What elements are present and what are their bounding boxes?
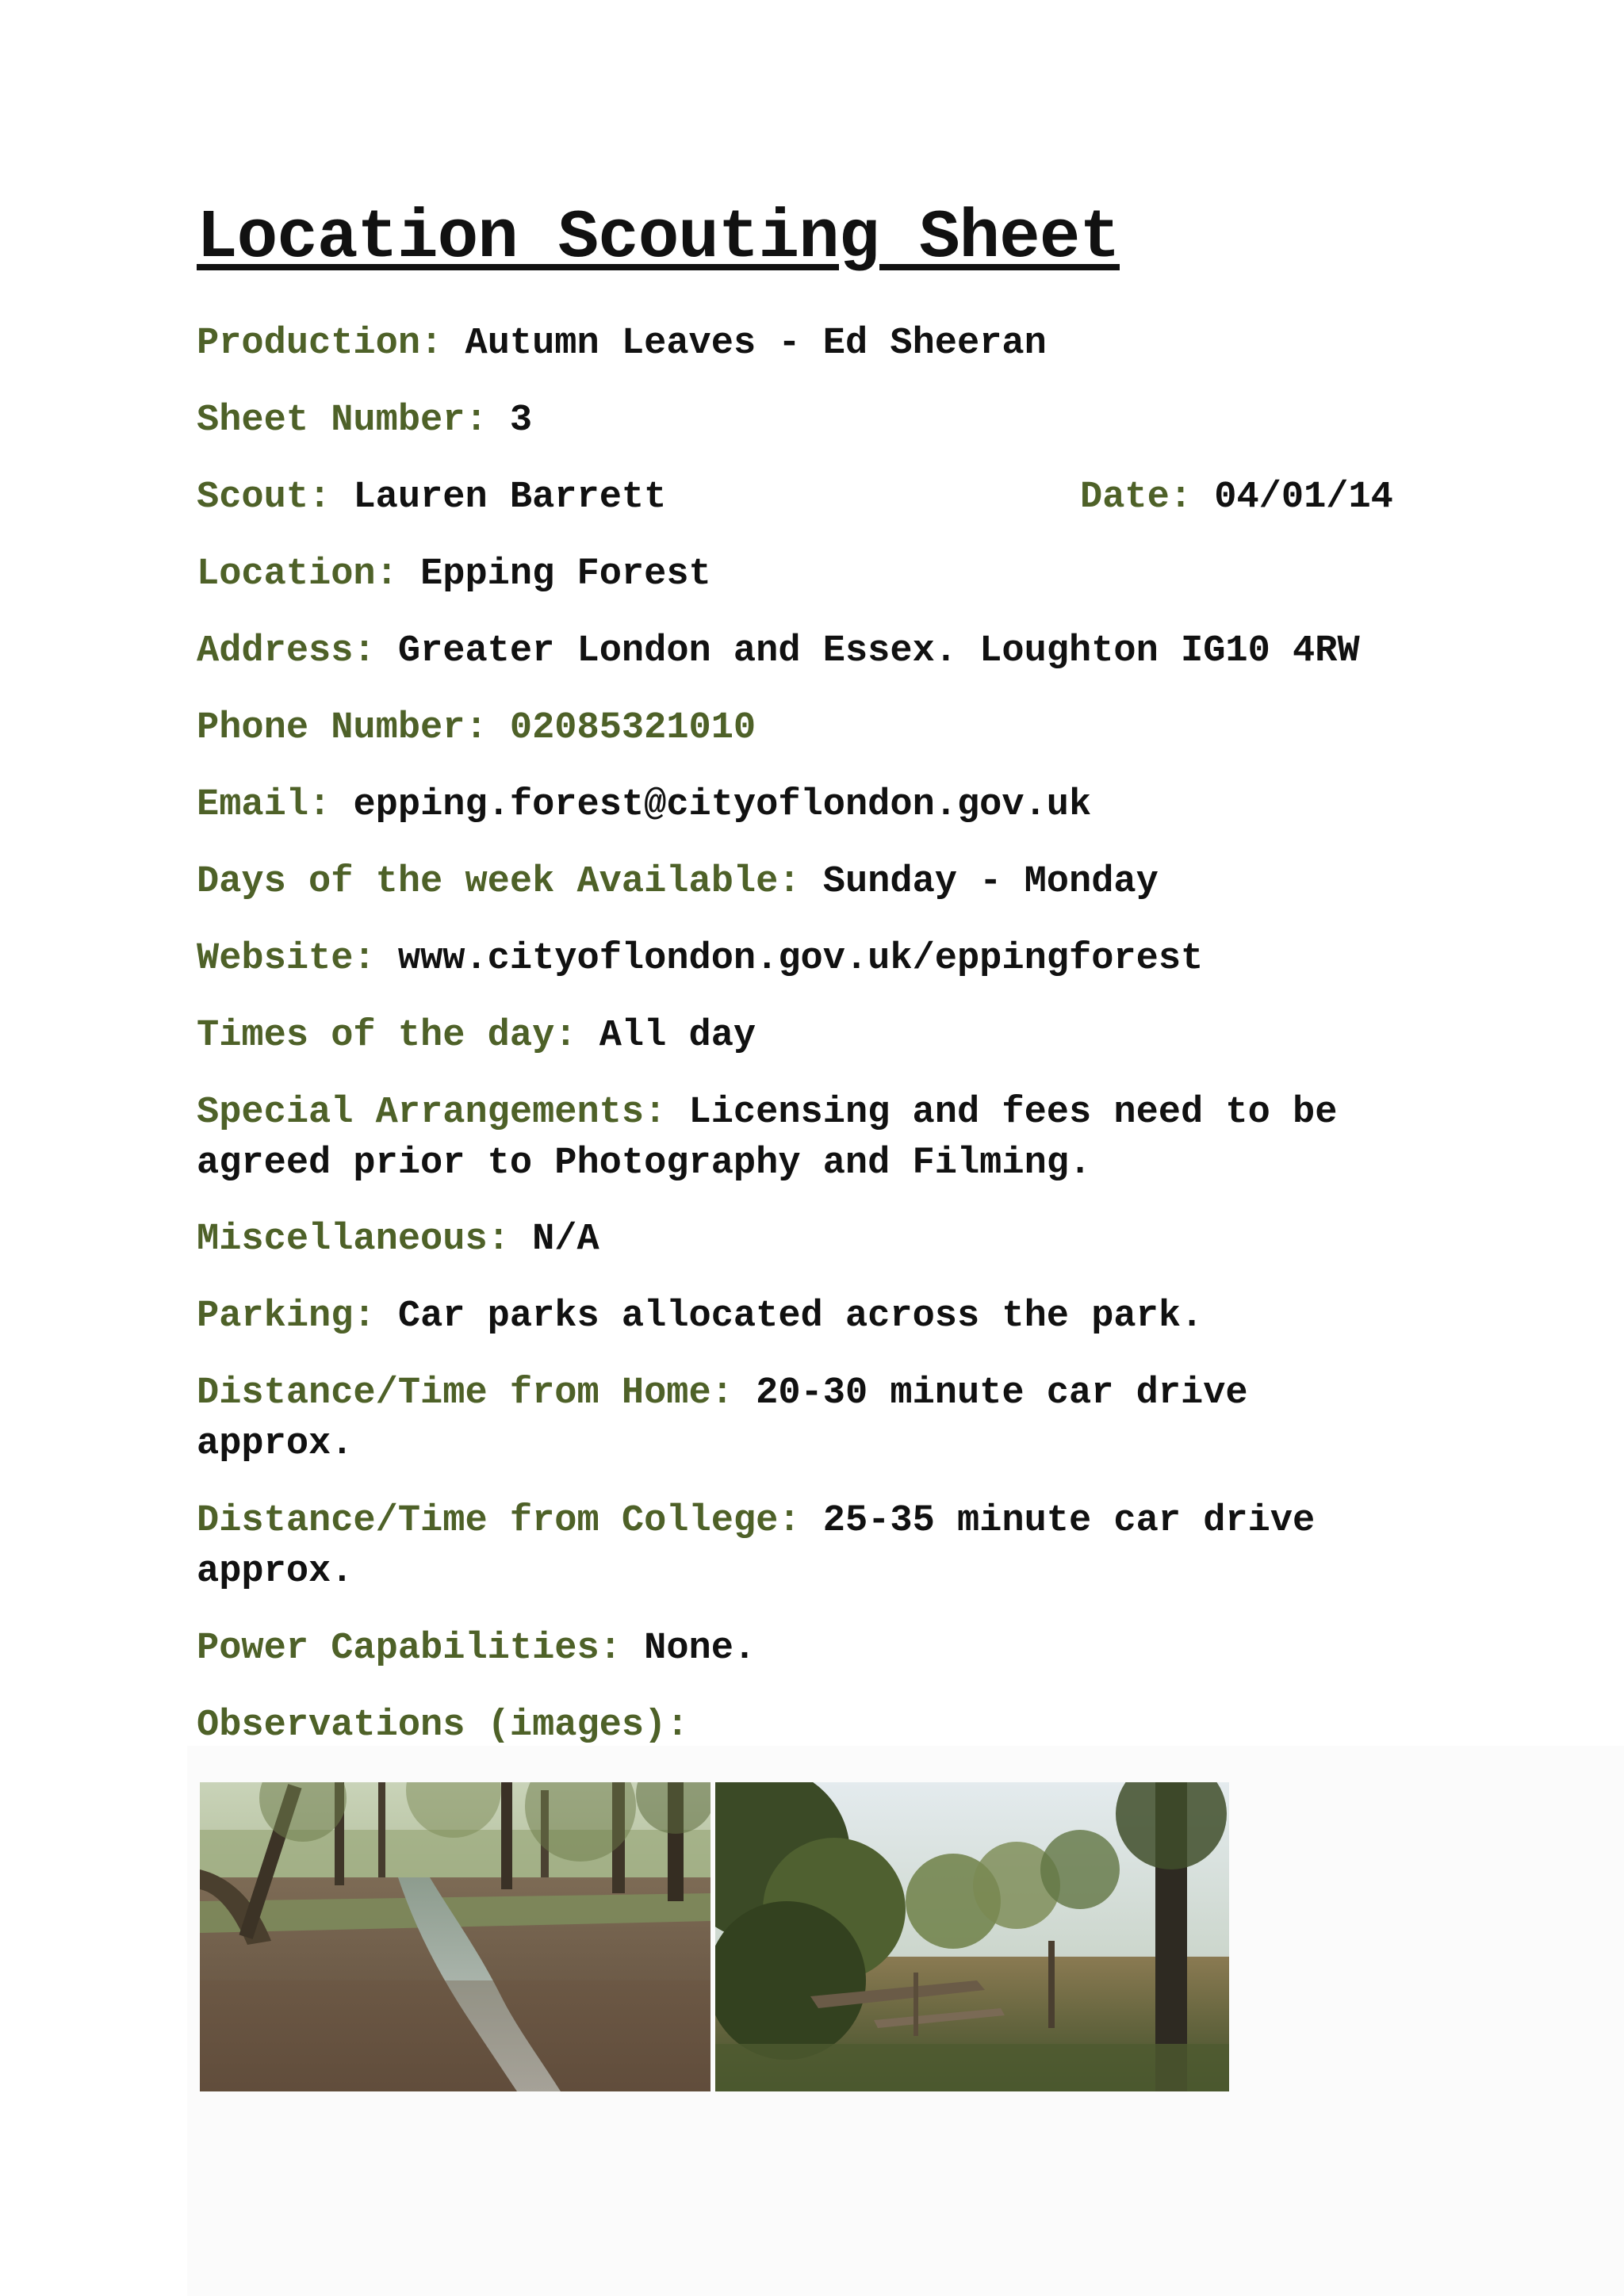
power-field: [197, 1624, 1434, 1674]
sheet-number-label: Sheet Number:: [197, 400, 488, 442]
times-value: All day: [599, 1015, 756, 1057]
scout-field: [197, 473, 990, 523]
power-value: None.: [644, 1628, 756, 1670]
phone-label: Phone Number:: [197, 707, 488, 749]
address-value: Greater London and Essex. Loughton IG10 4RW: [397, 630, 1360, 672]
times-field: [197, 1011, 1434, 1062]
power-label: Power Capabilities:: [197, 1628, 622, 1670]
location-label: Location:: [197, 553, 398, 595]
observations-label: Observations (images):: [197, 1705, 689, 1747]
email-field: [197, 780, 1434, 831]
date-field: [1080, 473, 1393, 523]
production-value: Autumn Leaves - Ed Sheeran: [465, 323, 1047, 365]
distance-college-label: Distance/Time from College:: [197, 1500, 801, 1542]
forest-clearing-photo: [715, 1782, 1229, 2091]
address-label: Address:: [197, 630, 376, 672]
distance-home-field: [197, 1368, 1354, 1470]
observations-field: [197, 1701, 1434, 1751]
miscellaneous-label: Miscellaneous:: [197, 1219, 510, 1261]
miscellaneous-value: N/A: [532, 1219, 599, 1261]
days-available-field: [197, 857, 1434, 908]
days-available-label: Days of the week Available:: [197, 861, 801, 903]
date-label: Date:: [1080, 476, 1193, 519]
production-field: [197, 319, 1434, 369]
page-title: Location Scouting Sheet: [197, 199, 1120, 277]
scout-label: Scout:: [197, 476, 331, 519]
times-label: Times of the day:: [197, 1015, 577, 1057]
email-value: epping.forest@cityoflondon.gov.uk: [353, 784, 1092, 826]
phone-value: 02085321010: [509, 707, 756, 749]
special-arrangements-field: [197, 1088, 1410, 1189]
parking-value: Car parks allocated across the park.: [397, 1295, 1204, 1337]
location-field: [197, 549, 1434, 600]
website-label: Website:: [197, 938, 376, 980]
parking-label: Parking:: [197, 1295, 376, 1337]
miscellaneous-field: [197, 1215, 1434, 1265]
distance-college-field: [197, 1496, 1354, 1598]
distance-home-label: Distance/Time from Home:: [197, 1372, 733, 1414]
sheet-number-field: [197, 396, 1434, 446]
days-available-value: Sunday - Monday: [822, 861, 1159, 903]
address-field: [197, 626, 1434, 677]
special-arrangements-label: Special Arrangements:: [197, 1092, 667, 1134]
scout-value: Lauren Barrett: [353, 476, 667, 519]
parking-field: [197, 1292, 1434, 1342]
website-value: www.cityoflondon.gov.uk/eppingforest: [397, 938, 1204, 980]
location-value: Epping Forest: [420, 553, 711, 595]
special-arrangements-value: Licensing and fees need to be agreed prior to Photography and Filming.: [197, 1092, 1360, 1184]
email-label: Email:: [197, 784, 331, 826]
phone-field: [197, 703, 1434, 754]
distance-home-value: 20-30 minute car drive approx.: [197, 1372, 1270, 1465]
forest-stream-photo: [200, 1782, 710, 2091]
sheet-number-value: 3: [509, 400, 533, 442]
distance-college-value: 25-35 minute car drive approx.: [197, 1500, 1338, 1593]
website-field: [197, 934, 1434, 985]
date-value: 04/01/14: [1214, 476, 1393, 519]
production-label: Production:: [197, 323, 443, 365]
